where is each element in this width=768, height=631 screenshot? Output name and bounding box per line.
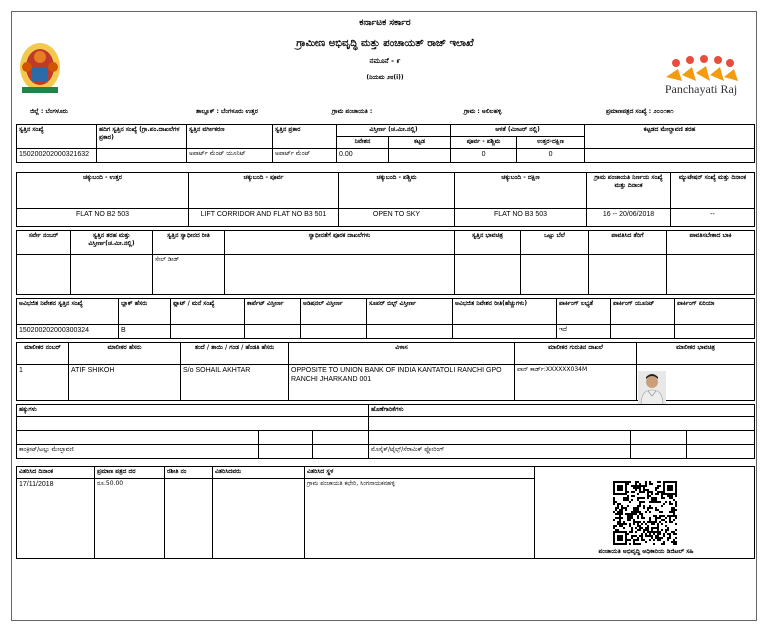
header-receipt-number: ರಶೀತಿ ನಂ bbox=[165, 467, 213, 479]
header-possession-docs: ಸ್ವಾಧೀನತೆಗೆ ಪೂರಕ ದಾಖಲೆಗಳು bbox=[225, 231, 455, 255]
header-block-name: ಬ್ಲಾಕ್ ಹೆಸರು bbox=[119, 299, 171, 325]
qr-code-icon bbox=[613, 481, 677, 545]
rights-liabilities-table bbox=[16, 404, 755, 459]
header-liabilities: ಹೊಣೆಗಾರಿಕೆಗಳು bbox=[369, 405, 755, 417]
gram-panchayat-label: ಗ್ರಾಮ ಪಂಚಾಯತಿ : bbox=[332, 108, 373, 115]
header-boundary-north: ಚಕ್ಕುಬಂದಿ - ಉತ್ತರ bbox=[17, 173, 189, 209]
boundary-west-value: OPEN TO SKY bbox=[339, 209, 455, 227]
roof-type-value: ಕಾಂಕ್ರೀಟ್/ಟಲ್ಲು ಮೇಲ್ಛಾವಣಿ bbox=[17, 445, 259, 459]
header-building-area: ಕಟ್ಟಡ bbox=[389, 137, 451, 149]
header-acquisition-mode: ಸ್ವತ್ತಿನ ಸ್ವಾಧೀನದ ರೀತಿ bbox=[153, 231, 225, 255]
header-dimensions: ಅಳತೆ (ಮೀಟರ್ ನಲ್ಲಿ) bbox=[451, 125, 585, 137]
form-page bbox=[11, 11, 757, 621]
header-owner-id: ಮಾಲೀಕರ ಗುರುತಿನ ದಾಖಲೆ bbox=[515, 343, 637, 365]
parent-property-value: 150200202000300324 bbox=[17, 325, 119, 339]
old-property-number-value bbox=[97, 149, 187, 163]
header-relation-name: ತಂದೆ / ತಾಯಿ / ಗಂಡ / ಹೆಂಡತಿ ಹೆಸರು bbox=[181, 343, 289, 365]
site-area-value: 0.00 bbox=[337, 149, 389, 163]
header-boundary-south: ಚಕ್ಕುಬಂದಿ - ದಕ್ಷಿಣ bbox=[455, 173, 587, 209]
header-rights: ಹಕ್ಕುಗಳು bbox=[17, 405, 369, 417]
header-tax-paid: ಪಾವತಿಸಿದ ತೆರಿಗೆ bbox=[589, 231, 667, 255]
header-boundary-east: ಚಕ್ಕುಬಂದಿ - ಪೂರ್ವ bbox=[189, 173, 339, 209]
district-label: ಜಿಲ್ಲೆ : ಬೆಂಗಳೂರು bbox=[30, 108, 68, 115]
east-west-value: 0 bbox=[451, 149, 517, 163]
header-parking: ಪಾರ್ಕಿಂಗ್ ಲಭ್ಯತೆ bbox=[557, 299, 611, 325]
header-property-photo: ಸ್ವತ್ತಿನ ಭಾವಚಿತ್ರ bbox=[455, 231, 521, 255]
header-carpet-area: ಕಾರ್ಪೆಟ್ ವಿಸ್ತೀರ್ಣ bbox=[245, 299, 301, 325]
header-area: ವಿಸ್ತೀರ್ಣ (ಚ.ಮೀ.ನಲ್ಲಿ) bbox=[337, 125, 451, 137]
header-parking-unit: ಪಾರ್ಕಿಂಗ್ ಯೂನಿಟ್ bbox=[611, 299, 675, 325]
block-name-value: B bbox=[119, 325, 171, 339]
acquisition-mode-value: ಸೇಲ್ ಡೀಡ್ bbox=[153, 255, 225, 295]
boundary-south-value: FLAT NO B3 503 bbox=[455, 209, 587, 227]
owner-number-value: 1 bbox=[17, 365, 69, 401]
flooring-type-value: ಮೊಸೈಕ್/ಟೈಲ್ಸ್/ಸೆರಾಮಿಕ್ ಫ್ಲೋರಿಂಗ್ bbox=[369, 445, 631, 459]
header-super-builtup: ಸೂಪರ್ ಬಿಲ್ಟ್ ವಿಸ್ತೀರ್ಣ bbox=[367, 299, 453, 325]
building-roof-value bbox=[585, 149, 755, 163]
header-flat-number: ಫ್ಲಾಟ್ / ಮನೆ ಸಂಖ್ಯೆ bbox=[171, 299, 245, 325]
header-address: ವಿಳಾಸ bbox=[289, 343, 515, 365]
issue-place-value: ಗ್ರಾಮ ಪಂಚಾಯತಿ ಕಛೇರಿ, ಸಿಂಗನಾಯಕನಹಳ್ಳಿ bbox=[305, 479, 535, 559]
header-undivided-share: ಅವಿಭಜಿತ ನಿವೇಶನ ರೀತಿ(ಹೆಚ್ಚುಗಳು) bbox=[453, 299, 557, 325]
header-building-roof: ಕಟ್ಟಡದ ಮೇಲ್ಚಾವಣಿ ತರಹ bbox=[585, 125, 755, 149]
certificate-fee-value: ರೂ.50.00 bbox=[95, 479, 165, 559]
gp-resolution-value: 16 -- 20/06/2018 bbox=[587, 209, 671, 227]
property-details-table bbox=[16, 124, 755, 163]
header-mutation: ಮ್ಯುಟೇಷನ್ ಸಂಖ್ಯೆ ಮತ್ತು ದಿನಾಂಕ bbox=[671, 173, 755, 209]
header-issued-by: ವಿತರಿಸಿದವರು bbox=[213, 467, 305, 479]
village-label: ಗ್ರಾಮ : ಅಲಿಲಹಳ್ಳಿ bbox=[464, 108, 502, 115]
karnataka-emblem-icon bbox=[18, 39, 62, 97]
header-property-number: ಸ್ವತ್ತಿನ ಸಂಖ್ಯೆ bbox=[17, 125, 97, 149]
header-old-property-number: ಹದಿಗ ಸ್ವತ್ತಿನ ಸಂಖ್ಯೆ (ಗ್ರಾ.ಪಂ.ದಾಖಲೆಗಳ ಪ್ರಕಾರ) bbox=[97, 125, 187, 149]
address-value: OPPOSITE TO UNION BANK OF INDIA KANTATOLI RANCHI GPO RANCHI JHARKAND 001 bbox=[289, 365, 515, 401]
issue-date-value: 17/11/2018 bbox=[17, 479, 95, 559]
header-parking-area: ಪಾರ್ಕಿಂಗ್ ಏರಿಯಾ bbox=[675, 299, 755, 325]
boundary-east-value: LIFT CORRIDOR AND FLAT NO B3 501 bbox=[189, 209, 339, 227]
parking-value: ಇದೆ bbox=[557, 325, 611, 339]
header-owner-number: ಮಾಲೀಕರ ನಂಬರ್ bbox=[17, 343, 69, 365]
building-area-value bbox=[389, 149, 451, 163]
header-total-value: ಒಟ್ಟು ಬೆಲೆ bbox=[521, 231, 589, 255]
owner-photo-icon bbox=[638, 371, 666, 405]
mutation-value: -- bbox=[671, 209, 755, 227]
property-number-value: 150200202000321632 bbox=[17, 149, 97, 163]
header-boundary-west: ಚಕ್ಕುಬಂದಿ - ಪಶ್ಚಿಮ bbox=[339, 173, 455, 209]
header-tax-due: ಪಾವತಿಸಬೇಕಾದ ಬಾಕಿ bbox=[667, 231, 755, 255]
digital-signature-label: ಪಂಚಾಯತಿ ಅಭಿವೃದ್ಧಿ ಅಧಿಕಾರಿಯ ಡಿಜಿಟಲ್ ಸಹಿ bbox=[598, 548, 694, 555]
header-additional-area: ಅಡಿಷನಲ್ ವಿಸ್ತೀರ್ಣ bbox=[301, 299, 367, 325]
boundaries-table bbox=[16, 172, 755, 227]
header-site-area: ನಿವೇಶನ bbox=[337, 137, 389, 149]
header-issue-date: ವಿತರಿಸಿದ ದಿನಾಂಕ bbox=[17, 467, 95, 479]
relation-name-value: S/o SOHAIL AKHTAR bbox=[181, 365, 289, 401]
owner-name-value: ATIF SHIKOH bbox=[69, 365, 181, 401]
header-property-nature: ಸ್ವತ್ತಿನ ತರಹ ಮತ್ತು ವಿಸ್ತೀರ್ಣ(ಚ.ಮೀ.ನಲ್ಲಿ) bbox=[71, 231, 153, 255]
owner-id-value: ಪಾನ್ ಕಾರ್ಡ್:XXXXXX034M bbox=[515, 365, 637, 401]
property-category-value: ಅಪಾರ್ಟ್ ಮೆಂಟ್ ಯೂನಿಟ್ bbox=[187, 149, 273, 163]
department-title: ಗ್ರಾಮೀಣ ಅಭಿವೃದ್ಧಿ ಮತ್ತು ಪಂಚಾಯತ್ ರಾಜ್ ಇಲಾಖೆ bbox=[296, 38, 474, 49]
header-issue-place: ವಿತರಿಸಿದ ಸ್ಥಳ bbox=[305, 467, 535, 479]
header-survey-number: ಸರ್ವೇ ನಂಬರ್ bbox=[17, 231, 71, 255]
north-south-value: 0 bbox=[517, 149, 585, 163]
boundary-north-value: FLAT NO B2 503 bbox=[17, 209, 189, 227]
header-certificate-fee: ಪ್ರಮಾಣ ಪತ್ರದ ದರ bbox=[95, 467, 165, 479]
header-parent-property: ಅವಿಭಜಿತ ನಿವೇಶನ ಸ್ವತ್ತಿನ ಸಂಖ್ಯೆ bbox=[17, 299, 119, 325]
rule-reference: (ನಿಯಮ ೨೮(i)) bbox=[366, 74, 404, 81]
certificate-number: ಪ್ರಮಾಣಪತ್ರದ ಸಂಖ್ಯೆ : ೨೦೦೧೫೧ bbox=[606, 108, 674, 115]
apartment-table bbox=[16, 298, 755, 339]
govt-title: ಕರ್ನಾಟಕ ಸರ್ಕಾರ bbox=[359, 18, 411, 28]
possession-table bbox=[16, 230, 755, 295]
header-gp-resolution: ಗ್ರಾಮ ಪಂಚಾಯತಿ ನಿರ್ಣಯ ಸಂಖ್ಯೆ ಮತ್ತು ದಿನಾಂಕ bbox=[587, 173, 671, 209]
header-owner-photo: ಮಾಲೀಕರ ಭಾವಚಿತ್ರ bbox=[637, 343, 755, 365]
panchayati-raj-logo-text: Panchayati Raj bbox=[664, 82, 738, 96]
taluk-label: ತಾಲ್ಲೂಕ್ : ಬೆಂಗಳೂರು ಉತ್ತರ bbox=[196, 108, 258, 115]
header-property-category: ಸ್ವತ್ತಿನ ವರ್ಗೀಕರಣ bbox=[187, 125, 273, 149]
form-number: ನಮೂನೆ - ೯ bbox=[369, 57, 401, 65]
header-east-west: ಪೂರ್ವ - ಪಶ್ಚಿಮ bbox=[451, 137, 517, 149]
header-north-south: ಉತ್ತರ-ದಕ್ಷಿಣ bbox=[517, 137, 585, 149]
header-property-type: ಸ್ವತ್ತಿನ ಪ್ರಕಾರ bbox=[273, 125, 337, 149]
header-owner-name: ಮಾಲೀಕರ ಹೆಸರು bbox=[69, 343, 181, 365]
property-type-value: ಅಪಾರ್ಟ್ ಮೆಂಟ್ bbox=[273, 149, 337, 163]
